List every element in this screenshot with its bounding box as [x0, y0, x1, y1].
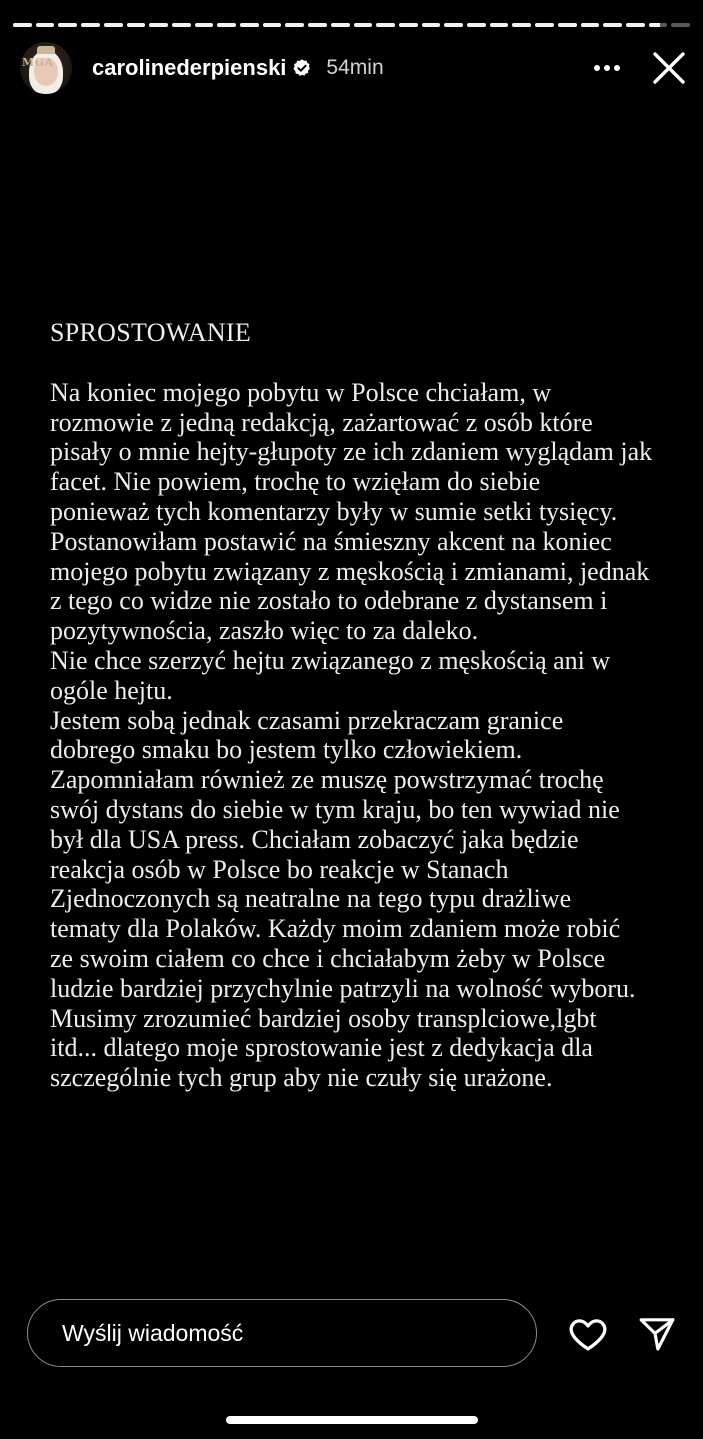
progress-segment: [149, 23, 168, 27]
story-title: SPROSTOWANIE: [50, 318, 252, 347]
post-time: 54min: [326, 56, 384, 79]
progress-segment-fill: [331, 23, 350, 27]
more-horizontal-icon[interactable]: [587, 48, 627, 88]
progress-segment-fill: [13, 23, 32, 27]
progress-segment-fill: [308, 23, 327, 27]
progress-segment-fill: [490, 23, 509, 27]
progress-segment-fill: [354, 23, 373, 27]
progress-segment-fill: [581, 23, 600, 27]
progress-segment-fill: [240, 23, 259, 27]
progress-segment-fill: [36, 23, 55, 27]
verified-badge-icon: [292, 58, 312, 78]
avatar[interactable]: [20, 42, 72, 94]
progress-segment: [558, 23, 577, 27]
heart-icon[interactable]: [567, 1313, 609, 1355]
progress-segment: [581, 23, 600, 27]
send-icon[interactable]: [637, 1314, 677, 1354]
progress-segment-fill: [81, 23, 100, 27]
progress-segment: [467, 23, 486, 27]
progress-segment-fill: [58, 23, 77, 27]
progress-segment: [444, 23, 463, 27]
progress-segment: [512, 23, 531, 27]
progress-segment: [13, 23, 32, 27]
progress-segment: [127, 23, 146, 27]
progress-segment: [308, 23, 327, 27]
progress-segment-fill: [467, 23, 486, 27]
progress-segment: [172, 23, 191, 27]
username[interactable]: carolinederpienski: [92, 55, 287, 80]
story-body: Na koniec mojego pobytu w Polsce chciałam, w rozmowie z jedną redakcją, zażartować z osób które pisały o mnie hejty-głupoty ze ich zdaniem wyglądam jak facet. Nie powiem, trochę to wzięłam do siebie ponieważ tych komentarzy były w sumie setki tysięcy. Postanowiłam postawić na śmieszny akcent na koniec mojego pobytu związany z męskością i zmianami, jednak z tego co widze nie zostało to odebrane z dystansem i pozytywnościa, zaszło więc to za daleko. Nie chce szerzyć hejtu związanego z męskością ani w ogóle hejtu. Jestem sobą jednak czasami przekraczam granice dobrego smaku bo jestem tylko człowiekiem. Zapomniałam również ze muszę powstrzymać trochę swój dystans do siebie w tym kraju, bo ten wywiad nie był dla USA press. Chciałam zobaczyć jaka będzie reakcja osób w Polsce bo reakcje w Stanach Zjednoczonych są neatralne na tego typu drażliwe tematy dla Polaków. Każdy moim zdaniem może robić ze swoim ciałem co chce i chciałabym żeby w Polsce ludzie bardziej przychylnie patrzyli na wolność wyboru. Musimy zrozumieć bardziej osoby transplciowe,lgbt itd... dlatego moje sprostowanie jest z dedykacja dla szczególnie tych grup aby nie czuły się urażone.: [50, 377, 653, 1093]
progress-segment: [285, 23, 304, 27]
progress-segment: [263, 23, 282, 27]
close-icon[interactable]: [649, 48, 689, 88]
home-indicator[interactable]: [226, 1416, 478, 1424]
story-header: [20, 40, 689, 96]
progress-segment: [104, 23, 123, 27]
progress-segment: [217, 23, 236, 27]
progress-segment: [649, 23, 668, 27]
progress-segment-fill: [558, 23, 577, 27]
reply-placeholder: Wyślij wiadomość: [62, 1319, 244, 1346]
progress-segment-fill: [626, 23, 645, 27]
progress-segment: [331, 23, 350, 27]
progress-segment: [535, 23, 554, 27]
progress-segment-fill: [422, 23, 441, 27]
progress-segment-fill: [603, 23, 622, 27]
story-progress-bar: [13, 23, 690, 27]
progress-segment-fill: [649, 23, 660, 27]
avatar-crown: [37, 46, 55, 54]
progress-segment: [81, 23, 100, 27]
progress-segment-fill: [285, 23, 304, 27]
progress-segment-fill: [195, 23, 214, 27]
progress-segment: [195, 23, 214, 27]
progress-segment-fill: [172, 23, 191, 27]
progress-segment-fill: [127, 23, 146, 27]
progress-segment: [376, 23, 395, 27]
progress-segment-fill: [263, 23, 282, 27]
progress-segment: [490, 23, 509, 27]
progress-segment: [240, 23, 259, 27]
progress-segment-fill: [149, 23, 168, 27]
story-text-block: [50, 318, 680, 1093]
progress-segment: [603, 23, 622, 27]
progress-segment: [422, 23, 441, 27]
progress-segment-fill: [535, 23, 554, 27]
progress-segment: [36, 23, 55, 27]
progress-segment-fill: [217, 23, 236, 27]
reply-input[interactable]: [27, 1299, 537, 1367]
progress-segment: [58, 23, 77, 27]
progress-segment-fill: [376, 23, 395, 27]
progress-segment-fill: [512, 23, 531, 27]
progress-segment-fill: [399, 23, 418, 27]
avatar-logo-text: MGA: [22, 56, 54, 69]
progress-segment-fill: [444, 23, 463, 27]
progress-segment: [399, 23, 418, 27]
progress-segment: [626, 23, 645, 27]
progress-segment-fill: [104, 23, 123, 27]
progress-segment: [671, 23, 690, 27]
progress-segment: [354, 23, 373, 27]
